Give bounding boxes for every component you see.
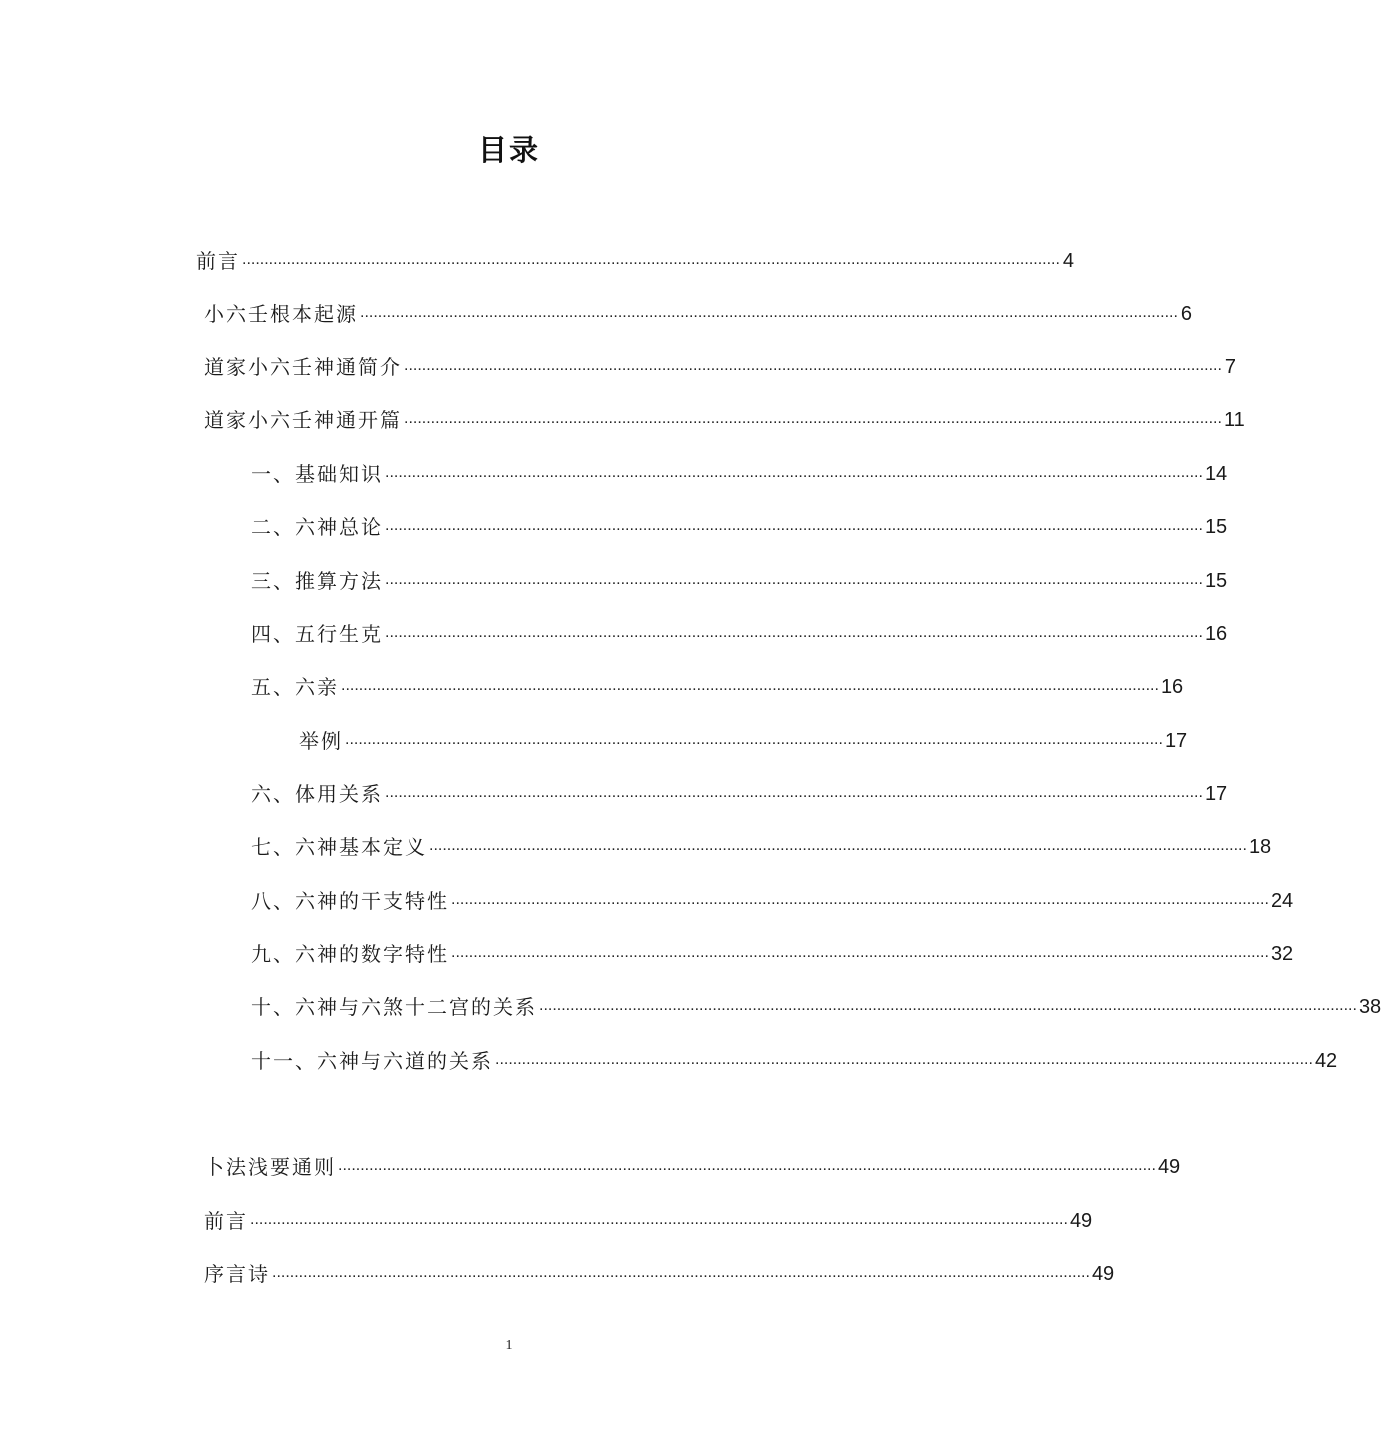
dot-leader: ........................................................................................................................................................................................	[250, 1211, 1068, 1228]
toc-entry-label: 七、六神基本定义	[251, 835, 427, 859]
toc-entry[interactable]	[196, 243, 1074, 273]
toc-entry[interactable]	[251, 669, 1184, 699]
toc-entry[interactable]	[251, 936, 1294, 966]
toc-entry-label: 十、六神与六煞十二宫的关系	[251, 995, 537, 1019]
toc-entry-label: 举例	[299, 729, 343, 753]
toc-entry[interactable]	[204, 1149, 1181, 1179]
dot-leader: ........................................................................................................................................................................................	[404, 410, 1222, 427]
page-number: 1	[505, 1338, 513, 1353]
toc-entry-label: 十一、六神与六道的关系	[251, 1049, 493, 1073]
toc-page-number: 7	[1224, 356, 1236, 378]
toc-page-number: 49	[1157, 1156, 1181, 1178]
dot-leader: ........................................................................................................................................................................................	[429, 837, 1247, 854]
dot-leader: ........................................................................................................................................................................................	[385, 571, 1203, 588]
toc-page-number: 42	[1314, 1050, 1338, 1072]
toc-entry[interactable]	[251, 616, 1228, 646]
toc-entry-label: 小六壬根本起源	[204, 302, 358, 326]
toc-entry[interactable]	[204, 1203, 1093, 1233]
toc-entry[interactable]	[251, 1043, 1338, 1073]
toc-page-number: 4	[1062, 250, 1074, 272]
toc-page-number: 15	[1204, 516, 1228, 538]
toc-entry[interactable]	[204, 402, 1245, 432]
toc-page-number: 32	[1270, 943, 1294, 965]
toc-entry-label: 五、六亲	[251, 675, 339, 699]
toc-entry-label: 道家小六壬神通简介	[204, 355, 402, 379]
toc-entry[interactable]	[251, 509, 1228, 539]
toc-page-number: 16	[1204, 623, 1228, 645]
toc-page-number: 49	[1069, 1210, 1093, 1232]
toc-entry[interactable]	[251, 989, 1381, 1019]
dot-leader: ........................................................................................................................................................................................	[345, 731, 1163, 748]
toc-page-number: 17	[1164, 730, 1188, 752]
toc-entry-label: 前言	[204, 1209, 248, 1233]
toc-entry-label: 卜法浅要通则	[204, 1155, 336, 1179]
dot-leader: ........................................................................................................................................................................................	[385, 464, 1203, 481]
toc-page-number: 16	[1160, 676, 1184, 698]
dot-leader: ........................................................................................................................................................................................	[341, 677, 1159, 694]
toc-entry-label: 序言诗	[204, 1262, 270, 1286]
toc-page-number: 18	[1248, 836, 1272, 858]
dot-leader: ........................................................................................................................................................................................	[404, 357, 1222, 374]
toc-entry[interactable]	[251, 776, 1228, 806]
toc-entry[interactable]	[251, 563, 1228, 593]
toc-entry[interactable]	[251, 456, 1228, 486]
toc-page-number: 11	[1223, 409, 1245, 431]
toc-page-number: 17	[1204, 783, 1228, 805]
page-title: 目录	[477, 133, 540, 167]
dot-leader: ........................................................................................................................................................................................	[451, 891, 1269, 908]
toc-entry[interactable]	[299, 723, 1188, 753]
toc-page-number: 49	[1091, 1263, 1115, 1285]
dot-leader: ........................................................................................................................................................................................	[360, 304, 1178, 321]
toc-entry[interactable]	[251, 883, 1294, 913]
toc-entry-label: 九、六神的数字特性	[251, 942, 449, 966]
toc-entry-label: 道家小六壬神通开篇	[204, 408, 402, 432]
toc-page-number: 14	[1204, 463, 1228, 485]
toc-page-number: 38	[1358, 996, 1381, 1018]
toc-page-number: 6	[1180, 303, 1192, 325]
dot-leader: ........................................................................................................................................................................................	[385, 624, 1203, 641]
toc-entry-label: 八、六神的干支特性	[251, 889, 449, 913]
toc-entry[interactable]	[204, 1256, 1115, 1286]
dot-leader: ........................................................................................................................................................................................	[385, 784, 1203, 801]
toc-entry[interactable]	[204, 296, 1192, 326]
dot-leader: ........................................................................................................................................................................................	[451, 944, 1269, 961]
dot-leader: ........................................................................................................................................................................................	[385, 517, 1203, 534]
toc-entry-label: 四、五行生克	[251, 622, 383, 646]
toc-entry-label: 一、基础知识	[251, 462, 383, 486]
toc-page-number: 24	[1270, 890, 1294, 912]
dot-leader: ........................................................................................................................................................................................	[495, 1051, 1313, 1068]
dot-leader: ........................................................................................................................................................................................	[272, 1264, 1090, 1281]
toc-entry[interactable]	[204, 349, 1236, 379]
toc-entry[interactable]	[251, 829, 1272, 859]
dot-leader: ........................................................................................................................................................................................	[242, 251, 1060, 268]
toc-entry-label: 三、推算方法	[251, 569, 383, 593]
toc-entry-label: 六、体用关系	[251, 782, 383, 806]
dot-leader: ........................................................................................................................................................................................	[338, 1157, 1156, 1174]
toc-entry-label: 前言	[196, 249, 240, 273]
toc-page-number: 15	[1204, 570, 1228, 592]
toc-entry-label: 二、六神总论	[251, 515, 383, 539]
dot-leader: ........................................................................................................................................................................................	[539, 997, 1357, 1014]
